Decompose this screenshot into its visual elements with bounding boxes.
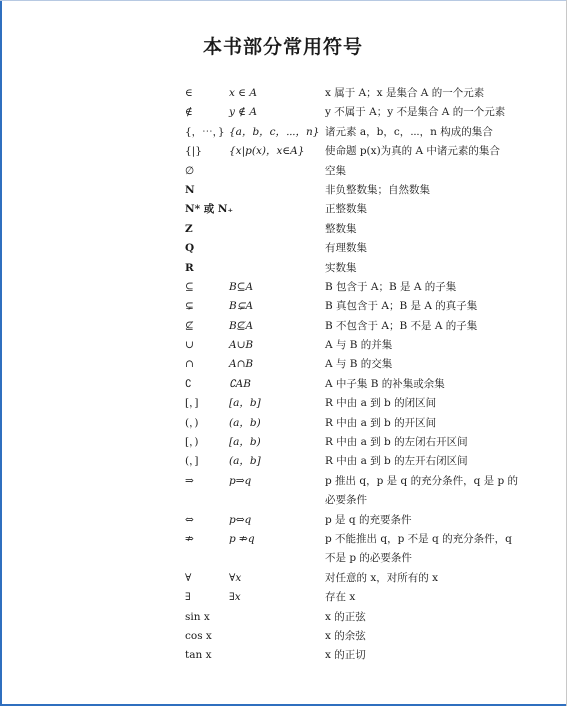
symbol-row bbox=[0, 375, 566, 394]
description: y 不属于 A；y 不是集合 A 的一个元素 bbox=[325, 106, 506, 119]
example: [a，b] bbox=[229, 397, 261, 410]
description: p 是 q 的充要条件 bbox=[325, 513, 412, 526]
symbol: ⇒ bbox=[185, 474, 194, 487]
example: (a，b] bbox=[229, 455, 261, 468]
description: x 的余弦 bbox=[325, 629, 366, 642]
symbol: N* 或 N₊ bbox=[185, 203, 234, 216]
example: ∃x bbox=[229, 591, 241, 604]
symbol: {|} bbox=[185, 145, 202, 158]
description: x 的正切 bbox=[325, 649, 366, 662]
example: A∪B bbox=[229, 339, 254, 352]
description: B 真包含于 A；B 是 A 的真子集 bbox=[325, 300, 478, 313]
symbol: ⇔ bbox=[185, 513, 194, 526]
example: y ∉ A bbox=[229, 106, 257, 119]
description: 使命题 p(x)为真的 A 中诸元素的集合 bbox=[325, 145, 500, 158]
symbol-row bbox=[0, 297, 566, 316]
symbol-row bbox=[0, 569, 566, 588]
symbol-row bbox=[0, 239, 566, 258]
description: R 中由 a 到 b 的左开右闭区间 bbox=[325, 455, 468, 468]
description: 有理数集 bbox=[325, 242, 367, 255]
description: B 不包含于 A；B 不是 A 的子集 bbox=[325, 319, 478, 332]
symbol-table bbox=[0, 84, 566, 666]
description: R 中由 a 到 b 的左闭右开区间 bbox=[325, 436, 468, 449]
description: 正整数集 bbox=[325, 203, 367, 216]
symbol: ∉ bbox=[185, 106, 193, 119]
description: p 推出 q，p 是 q 的充分条件，q 是 p 的必要条件 bbox=[325, 474, 519, 507]
example: (a，b) bbox=[229, 416, 261, 429]
symbol: ∀ bbox=[185, 571, 192, 584]
symbol-row bbox=[0, 433, 566, 452]
symbol-row bbox=[0, 142, 566, 161]
symbol-row bbox=[0, 511, 566, 530]
symbol: sin x bbox=[185, 610, 210, 623]
symbol-row bbox=[0, 472, 566, 511]
symbol: tan x bbox=[185, 649, 212, 662]
example: A∩B bbox=[229, 358, 254, 371]
example: p⇔q bbox=[229, 513, 252, 526]
symbol: ∈ bbox=[185, 87, 193, 99]
description: R 中由 a 到 b 的开区间 bbox=[325, 416, 437, 429]
example: ∁AB bbox=[229, 377, 251, 390]
symbol: ∩ bbox=[185, 358, 194, 371]
description: R 中由 a 到 b 的闭区间 bbox=[325, 397, 437, 410]
symbol-row bbox=[0, 394, 566, 413]
symbol-row bbox=[0, 278, 566, 297]
description: 非负整数集；自然数集 bbox=[325, 183, 430, 196]
symbol-row bbox=[0, 181, 566, 200]
description: A 与 B 的并集 bbox=[325, 339, 393, 352]
example: B⊊A bbox=[229, 300, 254, 313]
page-title: 本书部分常用符号 bbox=[202, 36, 363, 58]
example: p ⇏q bbox=[229, 533, 255, 545]
symbol: (，) bbox=[185, 416, 199, 429]
symbol-row bbox=[0, 414, 566, 433]
symbol: ⊊ bbox=[185, 300, 194, 313]
description: 对任意的 x，对所有的 x bbox=[325, 571, 439, 584]
symbol-row bbox=[0, 608, 566, 627]
example: {x|p(x)，x∈A} bbox=[229, 145, 305, 158]
example: [a，b) bbox=[229, 436, 261, 449]
symbol: Z bbox=[185, 222, 193, 235]
description: 空集 bbox=[325, 164, 346, 177]
symbol: R bbox=[185, 261, 194, 274]
description: B 包含于 A；B 是 A 的子集 bbox=[325, 280, 457, 293]
symbol-row bbox=[0, 627, 566, 646]
symbol: ⊆ bbox=[185, 280, 194, 293]
example: {a，b，c，⋯，n} bbox=[229, 125, 320, 138]
description: A 中子集 B 的补集或余集 bbox=[325, 377, 445, 390]
description: p 不能推出 q，p 不是 q 的充分条件，q 不是 p 的必要条件 bbox=[325, 533, 512, 565]
page-border-top bbox=[0, 0, 566, 1]
symbol-row bbox=[0, 103, 566, 122]
symbol-row bbox=[0, 530, 566, 569]
symbol-row bbox=[0, 84, 566, 103]
symbol: (，] bbox=[185, 455, 199, 468]
description: 存在 x bbox=[325, 591, 356, 604]
symbol: {，⋯，} bbox=[185, 125, 225, 138]
description: A 与 B 的交集 bbox=[325, 358, 393, 371]
symbol-row bbox=[0, 355, 566, 374]
symbol: ⇏ bbox=[185, 533, 194, 545]
symbol: Q bbox=[185, 242, 195, 255]
symbol: ∪ bbox=[185, 339, 194, 352]
symbol: [，] bbox=[185, 397, 199, 410]
symbol-row bbox=[0, 646, 566, 665]
symbol: N bbox=[185, 183, 195, 196]
symbol-row bbox=[0, 259, 566, 278]
symbol-row bbox=[0, 200, 566, 219]
symbol: [，) bbox=[185, 436, 199, 449]
example: ∀x bbox=[229, 571, 242, 584]
example: p⇒q bbox=[229, 474, 252, 487]
description: x 的正弦 bbox=[325, 610, 366, 623]
symbol: ∃ bbox=[185, 591, 191, 604]
symbol-row bbox=[0, 162, 566, 181]
symbol-row bbox=[0, 588, 566, 607]
symbol: ∁ bbox=[185, 377, 192, 390]
description: 整数集 bbox=[325, 222, 357, 235]
description: 实数集 bbox=[325, 261, 357, 274]
symbol-row bbox=[0, 317, 566, 336]
example: x ∈ A bbox=[229, 87, 257, 99]
symbol: cos x bbox=[185, 629, 212, 642]
example: B⊈A bbox=[229, 319, 254, 332]
symbol-row bbox=[0, 220, 566, 239]
symbol-row bbox=[0, 336, 566, 355]
page-border-right bbox=[566, 0, 567, 706]
description: x 属于 A；x 是集合 A 的一个元素 bbox=[325, 87, 485, 99]
symbol: ⊈ bbox=[185, 319, 194, 332]
example: B⊆A bbox=[229, 280, 254, 293]
symbol-row bbox=[0, 452, 566, 471]
symbol: ∅ bbox=[185, 164, 195, 177]
description: 诸元素 a，b，c，⋯，n 构成的集合 bbox=[325, 125, 493, 138]
symbol-row bbox=[0, 123, 566, 142]
